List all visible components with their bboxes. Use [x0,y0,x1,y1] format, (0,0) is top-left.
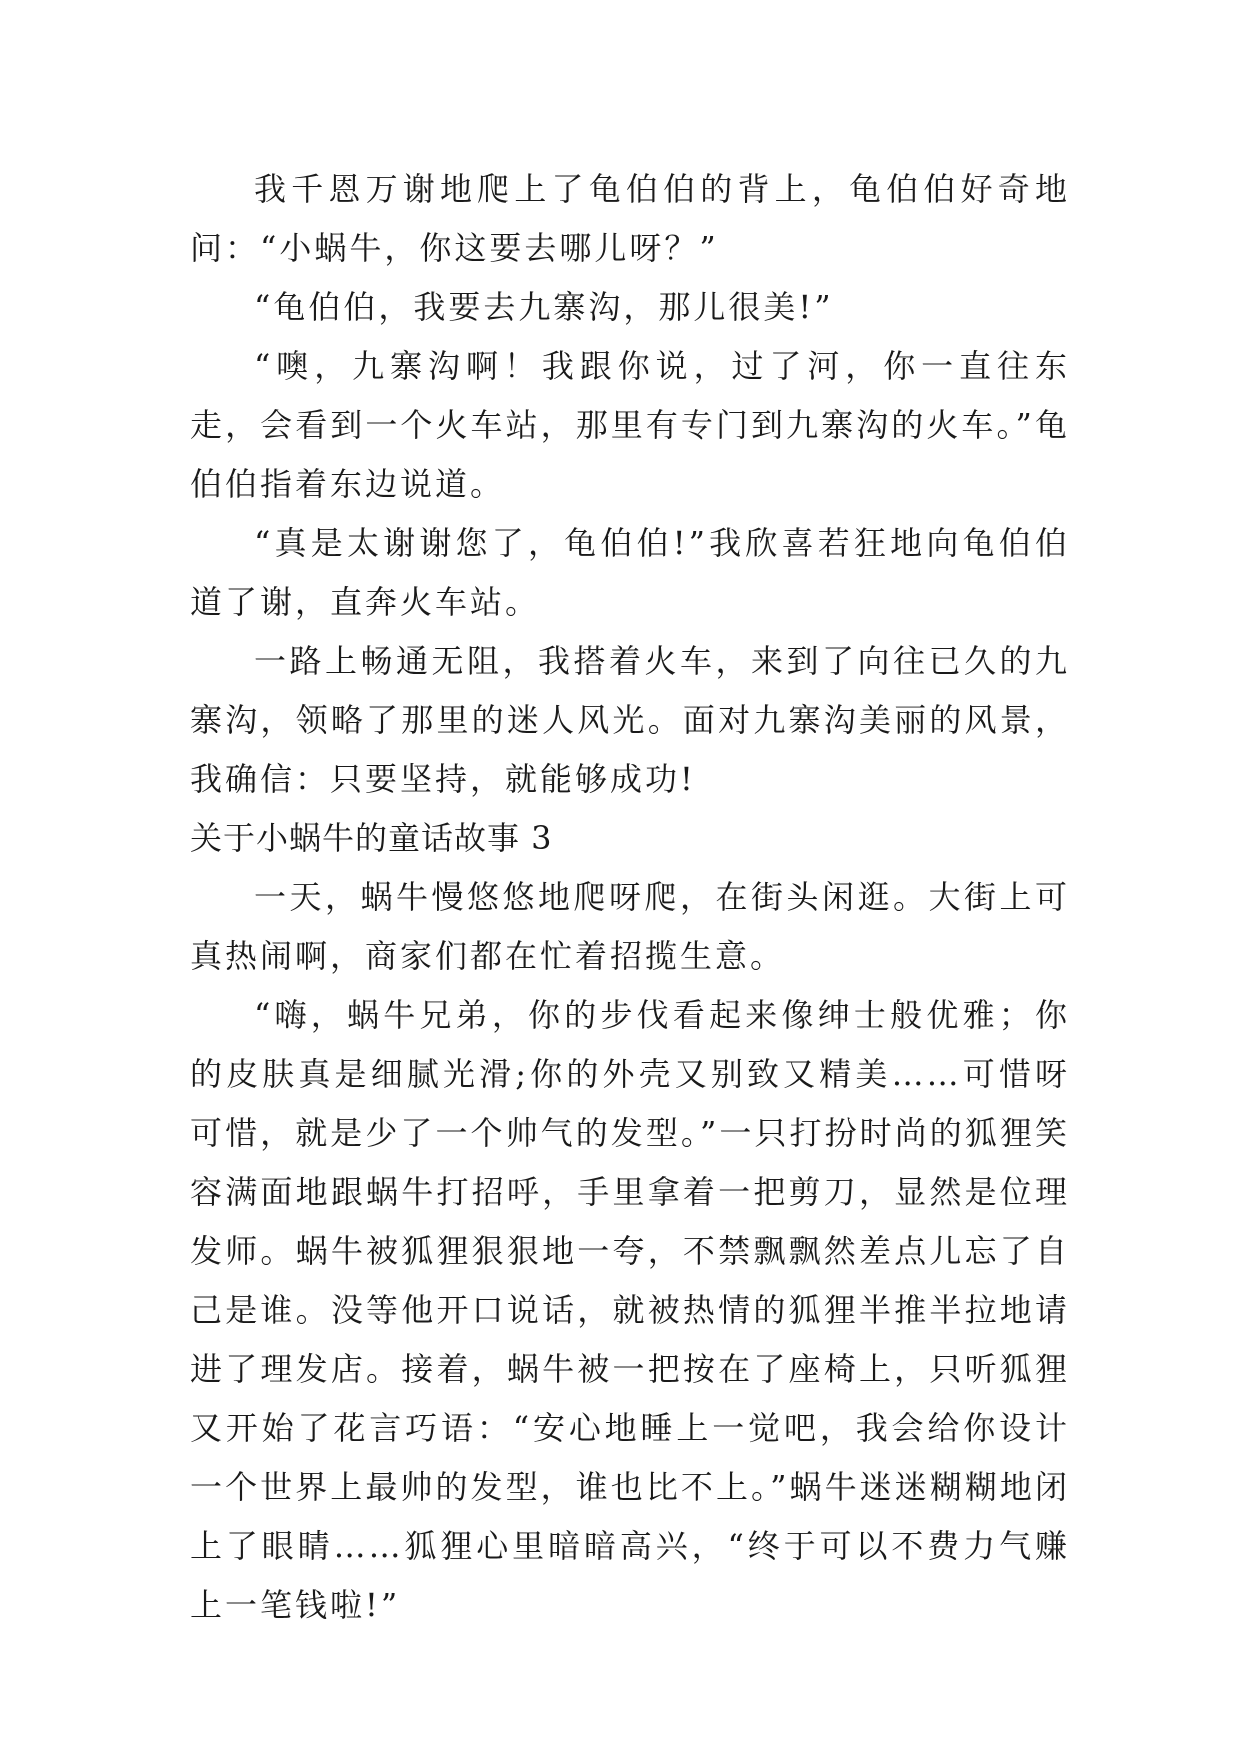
paragraph: “噢，九寨沟啊！我跟你说，过了河，你一直往东走，会看到一个火车站，那里有专门到九寨沟的火车。”龟伯伯指着东边说道。 [190,347,1070,503]
paragraph: “嗨，蜗牛兄弟，你的步伐看起来像绅士般优雅；你的皮肤真是细腻光滑;你的外壳又别致又精美……可惜呀可惜，就是少了一个帅气的发型。”一只打扮时尚的狐狸笑容满面地跟蜗牛打招呼，手里拿着一把剪刀，显然是位理发师。蜗牛被狐狸狠狠地一夸，不禁飘飘然差点儿忘了自己是谁。没等他开口说话，就被热情的狐狸半推半拉地请进了理发店。接着，蜗牛被一把按在了座椅上，只听狐狸又开始了花言巧语：“安心地睡上一觉吧，我会给你设计一个世界上最帅的发型，谁也比不上。”蜗牛迷迷糊糊地闭上了眼睛……狐狸心里暗暗高兴，“终于可以不费力气赚上一笔钱啦!” [190,996,1070,1624]
paragraph: “龟伯伯，我要去九寨沟，那儿很美!” [254,288,834,326]
document-body [190,160,1070,1635]
paragraph: “真是太谢谢您了，龟伯伯!”我欣喜若狂地向龟伯伯道了谢，直奔火车站。 [190,524,1070,621]
paragraph: 我千恩万谢地爬上了龟伯伯的背上，龟伯伯好奇地问：“小蜗牛，你这要去哪儿呀？” [190,170,1070,267]
section-heading: 关于小蜗牛的童话故事 3 [190,819,553,857]
paragraph: 一路上畅通无阻，我搭着火车，来到了向往已久的九寨沟，领略了那里的迷人风光。面对九寨沟美丽的风景，我确信：只要坚持，就能够成功! [190,642,1070,798]
paragraph: 一天，蜗牛慢悠悠地爬呀爬，在街头闲逛。大街上可真热闹啊，商家们都在忙着招揽生意。 [190,878,1070,975]
